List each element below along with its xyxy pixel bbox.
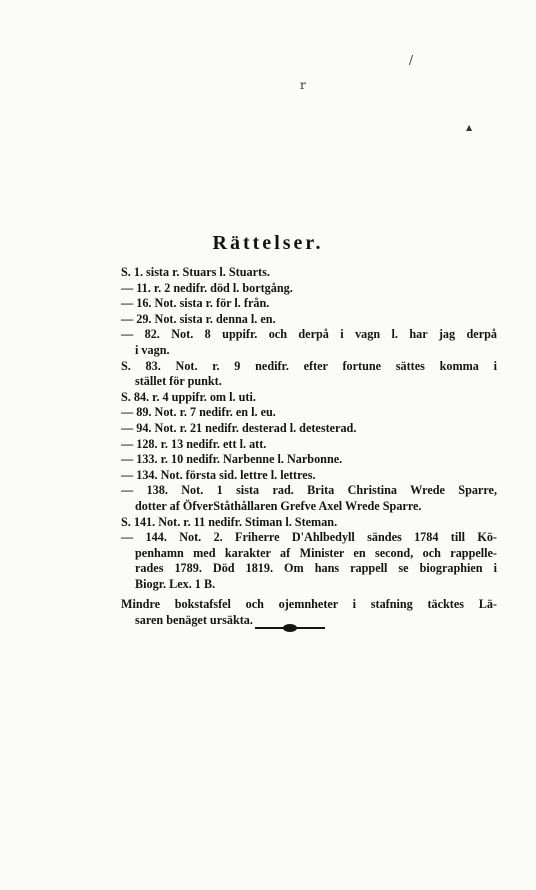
correction-line: S. 141. Not. r. 11 nedifr. Stiman l. Steman. xyxy=(121,514,338,529)
errata-list xyxy=(121,265,497,629)
page-title: Rättelser. xyxy=(212,232,324,254)
correction-line: stället för punkt. xyxy=(135,374,222,389)
closing-line: Mindre bokstafsfel och ojemnheter i stafning täcktes Lä- xyxy=(121,597,497,612)
ink-speck: / xyxy=(409,53,414,67)
closing-line: saren benäget ursäkta. xyxy=(135,613,253,628)
correction-line: — 134. Not. första sid. lettre l. lettres. xyxy=(121,467,316,482)
correction-line: — 133. r. 10 nedifr. Narbenne l. Narbonne. xyxy=(121,452,343,467)
correction-line: — 82. Not. 8 uppifr. och derpå i vagn l. har jag derpå xyxy=(121,327,497,342)
ornamental-rule-center xyxy=(283,624,297,632)
correction-line: — 128. r. 13 nedifr. ett l. att. xyxy=(121,436,267,451)
correction-line: S. 83. Not. r. 9 nedifr. efter fortune sättes komma i xyxy=(121,358,497,373)
correction-line: rades 1789. Död 1819. Om hans rappell se biographien i xyxy=(135,561,497,576)
correction-line: i vagn. xyxy=(135,342,170,357)
correction-line: S. 1. sista r. Stuars l. Stuarts. xyxy=(121,265,270,279)
correction-line: — 29. Not. sista r. denna l. en. xyxy=(121,311,276,326)
correction-line: — 94. Not. r. 21 nedifr. desterad l. detesterad. xyxy=(121,420,357,435)
correction-line: dotter af ÖfverStåthållaren Grefve Axel Wrede Sparre. xyxy=(135,498,422,513)
ink-speck: ▲ xyxy=(466,123,473,132)
correction-line: — 144. Not. 2. Friherre D'Ahlbedyll sändes 1784 till Kö- xyxy=(121,530,497,545)
correction-line: S. 84. r. 4 uppifr. om l. uti. xyxy=(121,389,256,404)
ornamental-rule xyxy=(255,624,325,632)
corrections-block xyxy=(121,265,497,592)
correction-line: — 16. Not. sista r. för l. från. xyxy=(121,296,270,311)
correction-line: — 138. Not. 1 sista rad. Brita Christina Wrede Sparre, xyxy=(121,483,497,498)
correction-line: penhamn med karakter af Minister en second, och rappelle- xyxy=(135,545,497,560)
correction-line: — 89. Not. r. 7 nedifr. en l. eu. xyxy=(121,405,276,420)
correction-line: Biogr. Lex. 1 B. xyxy=(135,576,216,591)
correction-line: — 11. r. 2 nedifr. död l. bortgång. xyxy=(121,280,293,295)
ink-speck: r xyxy=(300,78,306,92)
